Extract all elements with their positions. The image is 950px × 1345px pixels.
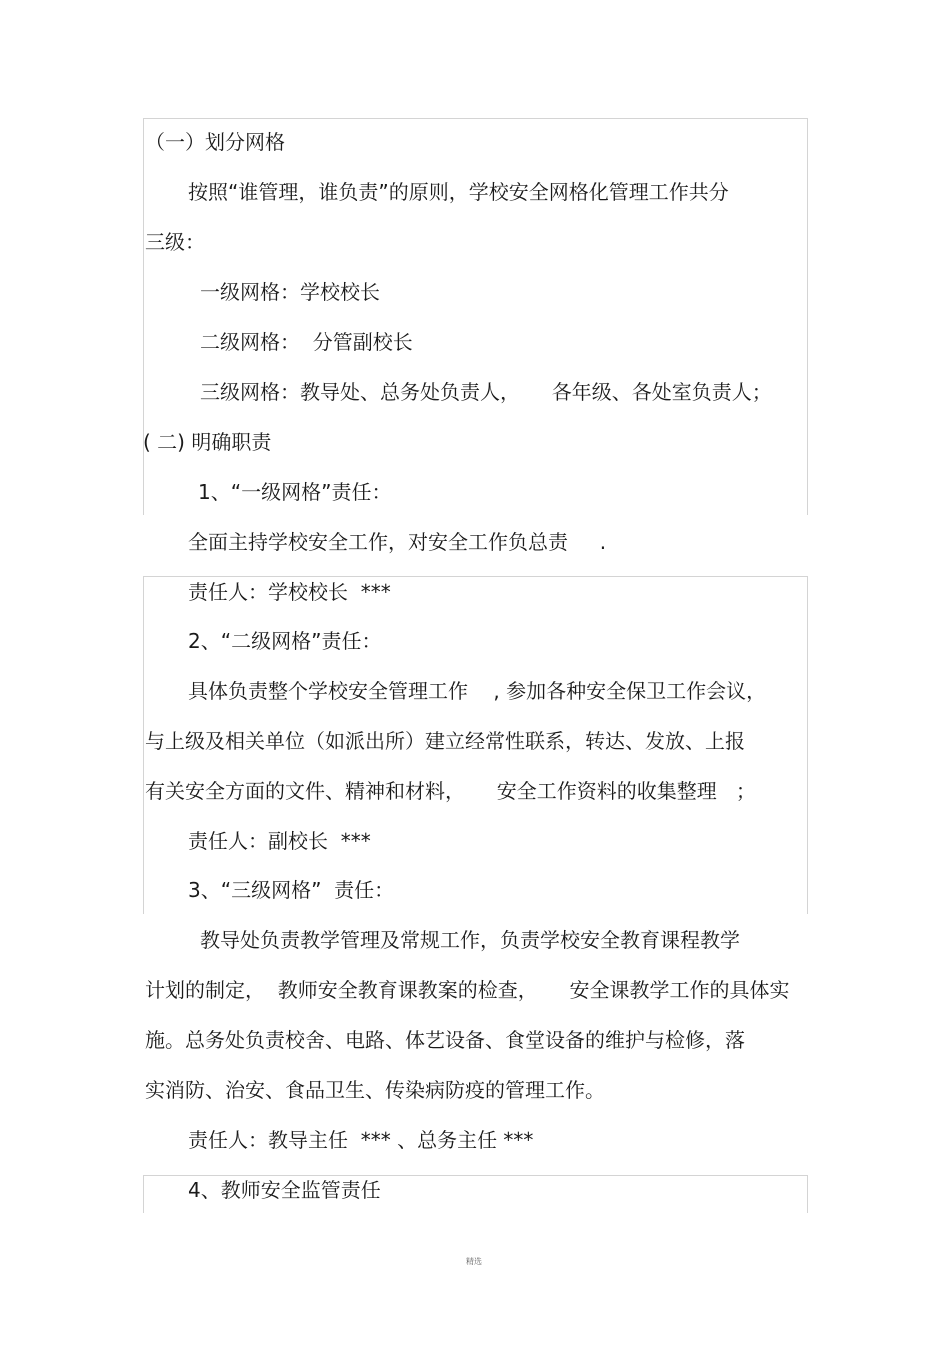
item-heading-1: 1、“一级网格”责任： [198,480,392,504]
paragraph-line: 施。总务处负责校舍、电路、体艺设备、食堂设备的维护与检修，落 [145,1028,745,1052]
section-heading-1: （一）划分网格 [145,130,285,154]
item-heading-3: 3、“三级网格” 责任： [188,878,395,902]
responsible-person-3: 责任人：教导主任 *** 、总务主任 *** [188,1128,534,1152]
item-heading-2: 2、“二级网格”责任： [188,629,382,653]
frame-section-1 [143,118,808,515]
page-footer: 精选 [466,1257,482,1266]
item-heading-4: 4、教师安全监管责任 [188,1178,381,1202]
grid-level-1: 一级网格：学校校长 [200,280,380,304]
paragraph-line: 按照“谁管理，谁负责”的原则，学校安全网格化管理工作共分 [188,180,729,204]
section-heading-2: ( 二) 明确职责 [143,430,272,454]
responsible-person-1: 责任人：学校校长 *** [188,580,391,604]
paragraph-line: 实消防、治安、食品卫生、传染病防疫的管理工作。 [145,1078,605,1102]
paragraph-line: 有关安全方面的文件、精神和材料， 安全工作资料的收集整理 ； [145,779,756,803]
responsible-person-2: 责任人：副校长 *** [188,829,371,853]
paragraph-line: 全面主持学校安全工作，对安全工作负总责 . [188,530,607,554]
paragraph-line: 具体负责整个学校安全管理工作 , 参加各种安全保卫工作会议， [188,679,767,703]
paragraph-line: 三级： [145,230,205,254]
paragraph-line: 计划的制定， 教师安全教育课教案的检查， 安全课教学工作的具体实 [145,978,790,1002]
paragraph-line: 教导处负责教学管理及常规工作，负责学校安全教育课程教学 [200,928,740,952]
grid-level-2: 二级网格： 分管副校长 [200,330,413,354]
paragraph-line: 与上级及相关单位（如派出所）建立经常性联系，转达、发放、上报 [145,729,745,753]
grid-level-3: 三级网格：教导处、总务处负责人， 各年级、各处室负责人； [200,380,772,404]
